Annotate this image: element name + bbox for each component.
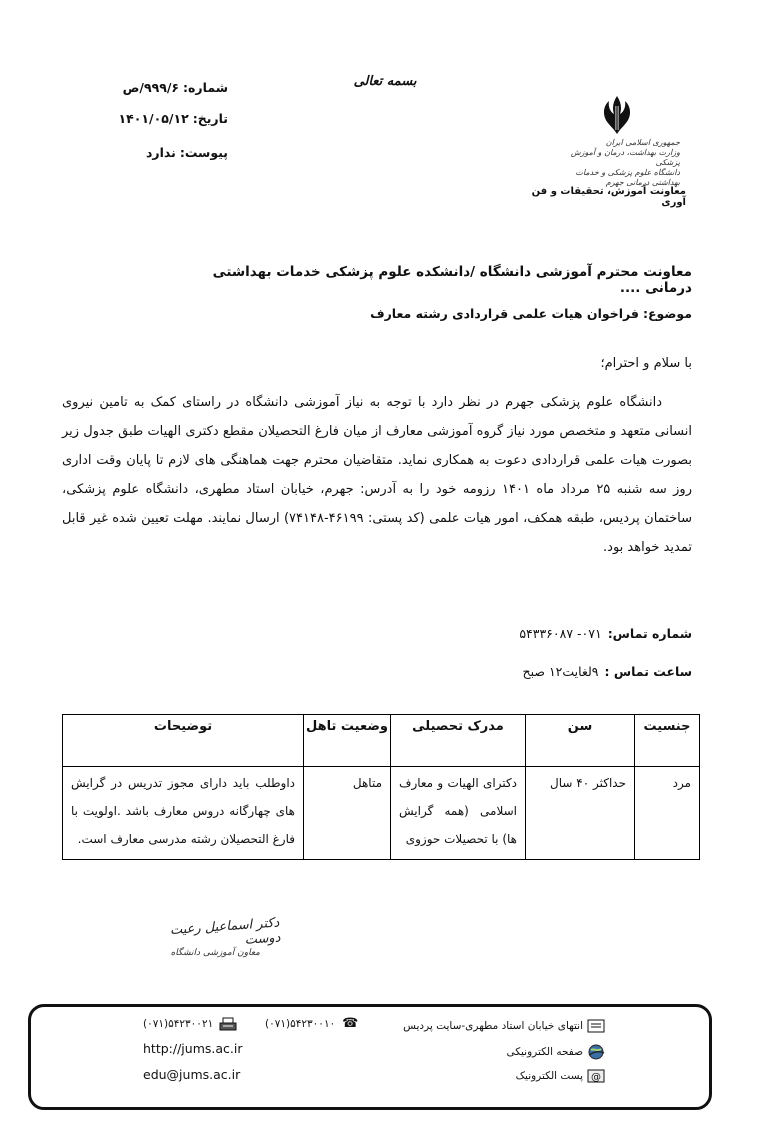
greeting: با سلام و احترام؛ — [600, 356, 692, 371]
footer-address-text: انتهای خیابان استاد مطهری-سایت پردیس — [403, 1020, 583, 1032]
email-at-icon — [587, 1069, 605, 1083]
letter-attachment-value: ندارد — [146, 145, 176, 160]
table-cell-notes: داوطلب باید دارای مجوز تدریس در گرایش های چهارگانه دروس معارف باشد .اولویت با فارغ التحصیلان رشته مدرسی معارف است. — [63, 767, 304, 860]
letter-date-value: ۱۴۰۱/۰۵/۱۲ — [118, 111, 189, 126]
bismillah-heading: بسمه تعالی — [353, 74, 417, 89]
letter-attachment — [108, 145, 228, 160]
letter-date — [108, 111, 228, 126]
envelope-icon — [587, 1019, 605, 1033]
logo-line: جمهوری اسلامی ایران — [605, 138, 680, 147]
subject-line — [300, 306, 692, 321]
contact-hours — [292, 664, 692, 679]
footer-website-label: صفحه الکترونیکی — [506, 1046, 583, 1058]
svg-text:@: @ — [591, 1072, 601, 1083]
signature-name: دکتر اسماعیل رعیت دوست — [169, 915, 281, 948]
footer-email-label: پست الکترونیک — [515, 1070, 583, 1082]
letter-date-label: تاریخ: — [192, 111, 228, 126]
contact-phone-value: ۰۷۱- ۵۴۳۳۶۰۸۷ — [519, 626, 602, 641]
subject-label: موضوع: — [642, 306, 692, 321]
signature-title: معاون آموزشی دانشگاه — [170, 948, 260, 958]
fax-icon — [219, 1017, 237, 1031]
table-header-notes: توضیحات — [63, 715, 304, 767]
footer-website-label-group — [506, 1043, 605, 1061]
footer-fax-text: (۰۷۱)۵۴۲۳۰۰۲۱ — [143, 1018, 214, 1030]
table-header-degree: مدرک تحصیلی — [391, 715, 526, 767]
footer-phone — [265, 1017, 359, 1031]
table-cell-age: حداکثر ۴۰ سال — [526, 767, 635, 860]
subject-text: فراخوان هیات علمی قراردادی رشته معارف — [370, 306, 639, 321]
contact-phone — [292, 626, 692, 641]
table-cell-degree: دکترای الهیات و معارف اسلامی (همه گرایش ها) با تحصیلات حوزوی — [391, 767, 526, 860]
table-header-marital: وضعیت تاهل — [304, 715, 391, 767]
addressee-line: معاونت محترم آموزشی دانشگاه /دانشکده علوم پزشکی خدمات بهداشتی درمانی .... — [212, 264, 692, 296]
table-header-row — [63, 715, 700, 767]
contact-hours-label: ساعت تماس : — [604, 664, 692, 679]
contact-hours-value: ۹لغایت۱۲ صبح — [522, 664, 599, 679]
logo-line: وزارت بهداشت، درمان و آموزش پزشکی — [570, 148, 680, 167]
globe-icon — [587, 1043, 605, 1061]
logo-line: دانشگاه علوم پزشکی و خدمات بهداشتی درمانی جهرم — [575, 168, 680, 187]
body-paragraph: دانشگاه علوم پزشکی جهرم در نظر دارد با توجه به نیاز آموزشی دانشگاه در راستای کمک به تامین نیروی انسانی متعهد و متخصص مورد نیاز گروه آموزشی معارف از میان فارغ التحصیلان مقطع دکتری الهیات طبق جدول زیر بصورت هیات علمی قراردادی دعوت به همکاری نماید. متقاضیان محترم جهت هماهنگی های لازم تا پایان وقت اداری روز سه شنبه ۲۵ مرداد ماه ۱۴۰۱ رزومه خود را به آدرس: جهرم، خیابان استاد مطهری، دانشگاه علوم پزشکی، ساختمان پردیس، طبقه همکف، امور هیات علمی (کد پستی: ۴۶۱۹۹-۷۴۱۴۸) ارسال نمایند. مهلت تعیین شده غیر قابل تمدید خواهد بود. — [62, 395, 692, 555]
contact-phone-label: شماره تماس: — [607, 626, 692, 641]
table-header-gender: جنسیت — [635, 715, 700, 767]
letter-number — [108, 80, 228, 95]
footer-email-label-group — [516, 1069, 605, 1083]
footer-fax — [143, 1017, 237, 1031]
table-cell-marital: متاهل — [304, 767, 391, 860]
footer-website-link[interactable] — [143, 1041, 242, 1056]
telephone-icon: ☎ — [342, 1016, 359, 1031]
table-row — [63, 767, 700, 860]
letter-number-value: ۹۹۹/۶/ص — [122, 80, 180, 95]
table-header-age: سن — [526, 715, 635, 767]
footer-email-text[interactable]: edu@jums.ac.ir — [143, 1067, 241, 1082]
footer-address — [403, 1019, 605, 1033]
footer-email-link[interactable] — [143, 1067, 240, 1082]
footer-website-text[interactable]: http://jums.ac.ir — [143, 1041, 243, 1056]
requirements-table — [62, 714, 700, 860]
deputy-office-label: معاونت آموزش، تحقیقات و فن آوری — [531, 186, 686, 208]
letter-attachment-label: پیوست: — [179, 145, 228, 160]
footer-phone-text: (۰۷۱)۵۴۲۳۰۰۱۰ — [265, 1018, 336, 1030]
letter-number-label: شماره: — [183, 80, 228, 95]
table-cell-gender: مرد — [635, 767, 700, 860]
iran-emblem-icon — [594, 92, 640, 138]
logo-text-block — [556, 138, 680, 188]
footer-contact-box — [28, 1004, 712, 1110]
